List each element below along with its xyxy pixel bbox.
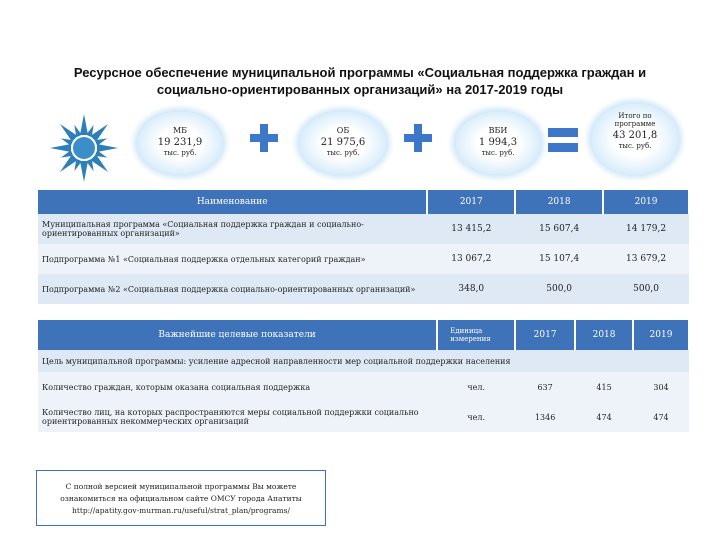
cell-value: 13 067,2 — [427, 244, 515, 274]
program-note: С полной версией муниципальной программы Вы можете ознакомиться на официальном сайте ОМСУ города Апатиты http://apatity.gov-murman.ru/useful/strat_plan/programs/ — [36, 470, 326, 526]
funding-unit: тыс. руб. — [618, 142, 652, 150]
column-header: 2017 — [515, 320, 575, 350]
cell-value: 474 — [575, 402, 633, 432]
row-name: Количество лиц, на которых распространяются меры социальной поддержки социально ориентированных некоммерческих организаций — [38, 402, 437, 432]
table-row — [38, 372, 689, 402]
funding-unit: тыс. руб. — [326, 149, 360, 157]
sun-ray — [80, 114, 88, 135]
row-name: Подпрограмма №1 «Социальная поддержка отдельных категорий граждан» — [38, 244, 427, 274]
table-row — [38, 402, 689, 432]
sun-ray — [57, 154, 78, 175]
row-name: Подпрограмма №2 «Социальная поддержка социально-ориентированных организаций» — [38, 274, 427, 304]
cell-value: 14 179,2 — [603, 214, 689, 244]
cell-value: 15 107,4 — [515, 244, 603, 274]
funding-unit: тыс. руб. — [163, 149, 197, 157]
funding-name: ВБИ — [488, 126, 508, 135]
column-header: Наименование — [38, 190, 427, 214]
cell-value: 474 — [633, 402, 689, 432]
cell-value: 13 679,2 — [603, 244, 689, 274]
funding-value: 19 231,9 — [157, 137, 203, 148]
table-header-row — [38, 190, 689, 214]
cell-value: 500,0 — [515, 274, 603, 304]
plus-icon — [250, 124, 278, 152]
cell-value: 304 — [633, 372, 689, 402]
table-row — [38, 244, 689, 274]
funding-local-budget — [138, 112, 222, 174]
column-header: 2019 — [633, 320, 689, 350]
sun-ray — [80, 161, 88, 182]
cell-unit: чел. — [437, 372, 515, 402]
column-header: 2019 — [603, 190, 689, 214]
finance-table — [38, 190, 690, 304]
funding-value: 21 975,6 — [320, 137, 366, 148]
funding-unit: тыс. руб. — [481, 149, 515, 157]
cell-value: 637 — [515, 372, 575, 402]
cell-value: 500,0 — [603, 274, 689, 304]
sun-ray — [57, 121, 78, 142]
column-header: 2017 — [427, 190, 515, 214]
column-header: Важнейшие целевые показатели — [38, 320, 437, 350]
cell-value: 13 415,2 — [427, 214, 515, 244]
sun-ray — [50, 144, 71, 152]
plus-icon — [404, 124, 432, 152]
goal-row — [38, 350, 689, 372]
page-title: Ресурсное обеспечение муниципальной программы «Социальная поддержка граждан и социально-ориентированных организаций» на 2017-2019 годы — [73, 65, 647, 97]
indicators-table — [38, 320, 690, 432]
cell-value: 15 607,4 — [515, 214, 603, 244]
equals-icon — [548, 126, 578, 154]
funding-name: ОБ — [336, 126, 350, 135]
table-row — [38, 274, 689, 304]
funding-value: 1 994,3 — [478, 137, 518, 148]
cell-unit: чел. — [437, 402, 515, 432]
funding-total — [592, 104, 678, 174]
program-goal: Цель муниципальной программы: усиление адресной направленности мер социальной поддержки населения — [38, 350, 689, 372]
column-header: 2018 — [515, 190, 603, 214]
table-header-row — [38, 320, 689, 350]
funding-regional-budget — [300, 112, 386, 174]
cell-value: 348,0 — [427, 274, 515, 304]
funding-extrabudgetary — [456, 112, 540, 174]
column-header: 2018 — [575, 320, 633, 350]
sun-ray — [97, 144, 118, 152]
column-header: Единица измерения — [437, 320, 515, 350]
table-row — [38, 214, 689, 244]
row-name: Муниципальная программа «Социальная поддержка граждан и социально-ориентированных организаций» — [38, 214, 427, 244]
funding-value: 43 201,8 — [612, 130, 658, 141]
sun-logo-icon — [44, 108, 124, 188]
sun-ray — [90, 121, 111, 142]
row-name: Количество граждан, которым оказана социальная поддержка — [38, 372, 437, 402]
funding-name: Итого по программе — [614, 112, 656, 128]
cell-value: 1346 — [515, 402, 575, 432]
funding-name: МБ — [172, 126, 188, 135]
sun-ray — [90, 154, 111, 175]
cell-value: 415 — [575, 372, 633, 402]
